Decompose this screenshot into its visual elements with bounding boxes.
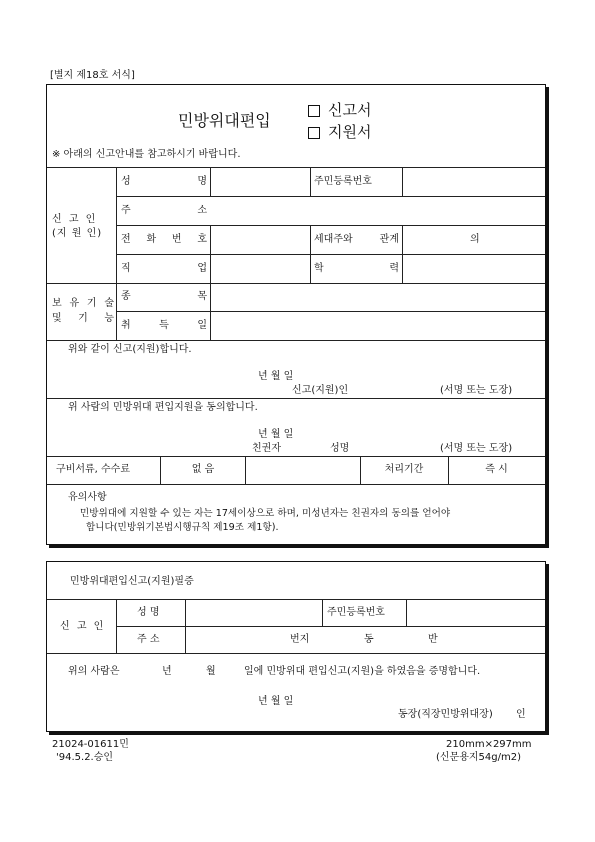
rrn-label: 주민등록번호: [314, 176, 372, 187]
statement-prefix: 위의 사람은: [68, 666, 120, 677]
issuer-seal: 인: [516, 709, 526, 720]
category-label: 종 목: [121, 291, 207, 302]
processing-period-label: 처리기간: [384, 464, 424, 475]
address-bunji-label: 번지: [290, 634, 310, 645]
education-label: 학 력: [314, 263, 399, 274]
acquired-date-field[interactable]: [212, 314, 542, 338]
skills-label-sub: 및 기 능: [52, 313, 114, 324]
consent-date: 년 월 일: [258, 429, 294, 440]
declaration-date: 년 월 일: [258, 371, 294, 382]
education-field[interactable]: [404, 257, 542, 281]
certificate-title: 민방위대편입신고(지원)필증: [70, 576, 194, 587]
acquired-date-label: 취 득 일: [121, 320, 207, 331]
address-label: 주 소: [121, 205, 207, 216]
job-label: 직 업: [121, 263, 207, 274]
statement-suffix: 일에 민방위대 편입신고(지원)을 하였음을 증명합니다.: [244, 666, 481, 677]
certificate-address-label: 주 소: [137, 634, 160, 645]
household-relation-suffix: 의: [470, 234, 480, 245]
address-field[interactable]: [212, 199, 542, 223]
phone-label: 전 화 번 호: [121, 234, 207, 245]
applicant-label: 신 고 인: [52, 214, 98, 225]
certificate-name-field[interactable]: [187, 602, 320, 624]
name-field[interactable]: [212, 170, 308, 194]
certificate-applicant-label: 신 고 인: [60, 621, 106, 632]
guardian-name-label: 성명: [330, 443, 350, 454]
notice-line: 민방위대에 지원할 수 있는 자는 17세이상으로 하며, 미성년자는 친권자의 동의를 얻어야: [80, 508, 451, 519]
checkbox-icon[interactable]: [308, 105, 320, 117]
declaration-text: 위와 같이 신고(지원)합니다.: [68, 344, 192, 355]
certificate-rrn-field[interactable]: [408, 602, 542, 624]
issuer-label: 동장(직장민방위대장): [398, 709, 493, 720]
option-report[interactable]: 신고서: [308, 101, 371, 119]
form-title: 민방위대편입: [178, 111, 271, 130]
household-relation-label: 세대주와 관계: [314, 234, 399, 245]
address-dong-label: 동: [364, 634, 374, 645]
checkbox-icon[interactable]: [308, 127, 320, 139]
approval-date: '94.5.2.승인: [56, 752, 114, 763]
documents-fee-value: 없 음: [191, 464, 215, 475]
certificate-date: 년 월 일: [258, 696, 294, 707]
documents-fee-label: 구비서류, 수수료: [56, 464, 130, 475]
certificate-name-label: 성 명: [137, 607, 160, 618]
job-field[interactable]: [212, 257, 308, 281]
phone-field[interactable]: [212, 228, 308, 252]
certificate-rrn-label: 주민등록번호: [327, 607, 385, 618]
notice-title: 유의사항: [68, 492, 107, 503]
guardian-signature-note: (서명 또는 도장): [440, 443, 513, 454]
applicant-label-sub: (지 원 인): [52, 228, 103, 239]
paper-size: 210mm×297mm: [446, 739, 532, 750]
statement-year: 년: [162, 666, 172, 677]
processing-period-value: 즉 시: [485, 464, 508, 475]
guardian-label: 친권자: [252, 443, 281, 454]
guardian-consent-text: 위 사람의 민방위대 편입지원을 동의합니다.: [68, 402, 258, 413]
option-application[interactable]: 지원서: [308, 123, 371, 141]
form-number-label: [별지 제18호 서식]: [50, 70, 135, 81]
statement-month: 월: [206, 666, 216, 677]
paper-type: (신문용지54g/m2): [436, 752, 521, 763]
name-label: 성 명: [121, 176, 207, 187]
category-field[interactable]: [212, 285, 542, 309]
applicant-signature-note: (서명 또는 도장): [440, 385, 513, 396]
address-ban-label: 반: [428, 634, 438, 645]
form-code: 21024-01611민: [52, 739, 129, 750]
rrn-field[interactable]: [404, 170, 542, 194]
guidance-note: ※ 아래의 신고안내를 참고하시기 바랍니다.: [52, 149, 241, 160]
applicant-signer-label: 신고(지원)인: [292, 385, 349, 396]
notice-line: 합니다(민방위기본법시행규칙 제19조 제1항).: [86, 522, 279, 533]
skills-label: 보 유 기 술: [52, 298, 114, 309]
